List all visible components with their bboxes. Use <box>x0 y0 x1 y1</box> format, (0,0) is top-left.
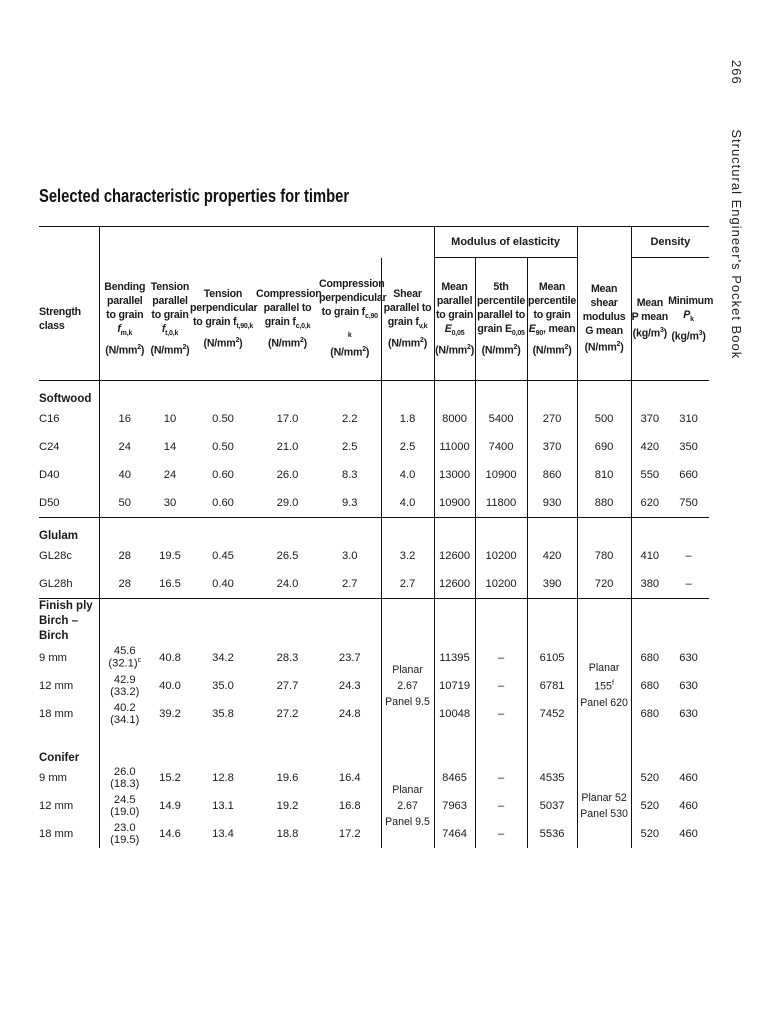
table-cell: 420 <box>527 542 577 570</box>
table-cell: 14 <box>163 440 177 453</box>
row-label: 18 mm <box>39 827 74 840</box>
table-cell: 4535 <box>527 764 577 792</box>
table-cell: 860 <box>527 461 577 489</box>
table-cell: 24 <box>163 468 177 481</box>
table-cell: 6781 <box>527 672 577 700</box>
table-cell: 630 <box>679 679 698 692</box>
conifer-gmean-note: Planar 52 Panel 530 <box>577 764 631 848</box>
table-cell: 310 <box>679 412 698 425</box>
table-cell: 750 <box>668 489 709 518</box>
table-cell: 28 <box>99 542 150 570</box>
modulus-group-header: Modulus of elasticity <box>434 227 577 258</box>
table-cell: 3.2 <box>381 542 434 570</box>
header-tension-parallel: Tension parallel to grain $f_{t,0,k}$ $(N/mm^2)$ <box>150 258 190 381</box>
table-cell: 29.0 <box>256 489 319 518</box>
birch-gmean-note: Planar 155$^f$ Panel 620 <box>577 644 631 728</box>
header-spacer <box>577 227 631 258</box>
table-cell: 270 <box>527 405 577 433</box>
header-mean-parallel: Mean parallel to grain $E_{0,05}$ $(N/mm^2)$ <box>434 258 475 381</box>
row-label: C16 <box>39 412 60 425</box>
table-cell: 630 <box>679 651 698 664</box>
table-cell: 10900 <box>434 489 475 518</box>
table-cell: 39.2 <box>159 707 181 720</box>
table-cell: 11000 <box>434 433 475 461</box>
header-bending: Bending parallel to grain $f_{m,k}$ $(N/mm^2)$ <box>99 258 150 381</box>
table-cell: 460 <box>679 827 698 840</box>
group-label-conifer: Conifer <box>39 751 80 764</box>
header-spacer <box>39 227 99 258</box>
table-cell: 13.1 <box>212 799 234 812</box>
table-cell: 660 <box>679 468 698 481</box>
table-cell: 35.8 <box>212 707 234 720</box>
row-label: 12 mm <box>39 799 74 812</box>
page-title: Selected characteristic properties for timber <box>39 186 350 206</box>
table-cell: 2.7 <box>381 570 434 599</box>
table-cell: 40.8 <box>159 651 181 664</box>
table-row <box>39 644 709 672</box>
table-cell: 50 <box>99 489 150 518</box>
table-cell: 13.4 <box>212 827 234 840</box>
table-cell: 2.2 <box>341 412 358 425</box>
table-cell: 10 <box>163 412 177 425</box>
table-cell: 40.0 <box>159 679 181 692</box>
table-cell: 10200 <box>475 570 527 599</box>
softwood-section <box>39 380 709 517</box>
table-cell: 520 <box>631 764 668 792</box>
density-group-header: Density <box>631 227 709 258</box>
table-cell: 0.50 <box>212 440 234 453</box>
table-cell: 680 <box>631 700 668 728</box>
table-cell: 0.60 <box>190 489 256 518</box>
table-cell: 1.8 <box>381 405 434 433</box>
table-cell: 19.2 <box>276 799 299 812</box>
table-cell: 4.0 <box>381 461 434 489</box>
table-cell: – <box>475 820 527 848</box>
header-mean-shear-modulus: Mean shear modulus G mean $(N/mm^2)$ <box>577 258 631 381</box>
header-minimum-density: Minimum $P_k$ $(kg/m^3)$ <box>668 258 709 381</box>
table-cell: – <box>475 672 527 700</box>
table-cell: 10900 <box>475 461 527 489</box>
table-cell: 0.50 <box>212 412 234 425</box>
table-row <box>39 570 709 599</box>
table-cell: 4.0 <box>381 489 434 518</box>
table-cell: 21.0 <box>276 440 299 453</box>
table-cell: 6105 <box>527 644 577 672</box>
table-cell: 10719 <box>434 672 475 700</box>
page-number: 266 <box>729 60 744 85</box>
table-cell: 11800 <box>475 489 527 518</box>
table-cell: 2.5 <box>381 433 434 461</box>
row-label: 9 mm <box>39 771 67 784</box>
table-cell: 18.8 <box>276 827 299 840</box>
table-cell: 26.0 (18.3) <box>99 764 150 792</box>
table-cell: 350 <box>679 440 698 453</box>
header-tension-perpendicular: Tension perpendicular to grain $f_{t,90,k}$ $(N/mm^2)$ <box>190 258 256 381</box>
table-cell: 2.7 <box>319 570 381 599</box>
table-cell: 24.3 <box>338 679 361 692</box>
table-cell: 0.45 <box>212 549 234 562</box>
table-cell: 680 <box>631 672 668 700</box>
table-cell: 500 <box>577 405 631 433</box>
row-label: GL28h <box>39 570 99 599</box>
table-row <box>39 461 709 489</box>
table-row <box>39 489 709 518</box>
table-cell: 720 <box>577 570 631 599</box>
table-cell: 12.8 <box>212 771 234 784</box>
table-cell: 40 <box>99 461 150 489</box>
table-cell: 7400 <box>475 433 527 461</box>
table-cell: 16.4 <box>338 771 361 784</box>
row-label: D50 <box>39 489 99 518</box>
header-strength-class: Strength class <box>39 258 99 381</box>
group-label-glulam: Glulam <box>39 529 78 542</box>
table-cell: 8.3 <box>341 468 358 481</box>
table-cell: 10048 <box>434 700 475 728</box>
table-cell: 12600 <box>434 570 475 599</box>
table-cell: 17.0 <box>276 412 299 425</box>
table-cell: 8465 <box>434 764 475 792</box>
table-cell: 410 <box>631 542 668 570</box>
table-cell: 460 <box>679 799 698 812</box>
header-mean-density: Mean P mean $(kg/m^3)$ <box>631 258 668 381</box>
row-label: GL28c <box>39 549 72 562</box>
table-cell: 520 <box>631 820 668 848</box>
table-cell: 11395 <box>434 644 475 672</box>
table-cell: 620 <box>631 489 668 518</box>
table-cell: 16.5 <box>150 570 190 599</box>
table-cell: 0.60 <box>212 468 234 481</box>
table-cell: 5037 <box>527 792 577 820</box>
group-label-softwood: Softwood <box>39 392 92 405</box>
table-cell: – <box>685 549 692 562</box>
table-cell: 5400 <box>475 405 527 433</box>
table-cell: 550 <box>631 461 668 489</box>
table-cell: 16 <box>99 405 150 433</box>
table-cell: 13000 <box>434 461 475 489</box>
row-label: 12 mm <box>39 679 74 692</box>
table-cell: 30 <box>150 489 190 518</box>
table-cell: – <box>475 764 527 792</box>
table-cell: 24.8 <box>338 707 361 720</box>
table-cell: 45.6 $(32.1)^c$ <box>99 644 150 672</box>
table-cell: – <box>668 570 709 599</box>
table-cell: 35.0 <box>212 679 234 692</box>
table-cell: 16.8 <box>338 799 361 812</box>
table-row <box>39 433 709 461</box>
table-cell: 780 <box>577 542 631 570</box>
table-cell: 34.2 <box>212 651 234 664</box>
timber-properties-table <box>39 226 714 848</box>
table-cell: 27.7 <box>276 679 299 692</box>
table-cell: 5536 <box>527 820 577 848</box>
table-cell: 26.5 <box>276 549 299 562</box>
table-cell: 390 <box>527 570 577 599</box>
table-cell: 24.5 (19.0) <box>99 792 150 820</box>
table-cell: 10200 <box>475 542 527 570</box>
table-cell: – <box>475 700 527 728</box>
birch-shear-note: Planar 2.67 Panel 9.5 <box>381 644 434 728</box>
table-cell: 680 <box>631 644 668 672</box>
table-cell: 17.2 <box>338 827 361 840</box>
table-cell: 3.0 <box>341 549 358 562</box>
table-cell: 630 <box>679 707 698 720</box>
table-row <box>39 764 709 792</box>
table-cell: 0.40 <box>190 570 256 599</box>
table-row <box>39 405 709 433</box>
table-cell: 420 <box>631 433 668 461</box>
header-compression-parallel: Compression parallel to grain $f_{c,0,k}$ $(N/mm^2)$ <box>256 258 319 381</box>
table-cell: 370 <box>631 405 668 433</box>
glulam-section <box>39 517 709 598</box>
table-cell: – <box>475 792 527 820</box>
header-spacer <box>99 227 434 258</box>
table-cell: 23.7 <box>338 651 361 664</box>
birch-rows <box>39 644 709 728</box>
table-cell: 42.9 (33.2) <box>99 672 150 700</box>
table-cell: 380 <box>631 570 668 599</box>
book-title: Structural Engineer's Pocket Book <box>729 129 744 360</box>
table-cell: 520 <box>631 792 668 820</box>
table-cell: 28.3 <box>276 651 299 664</box>
table-cell: 7464 <box>434 820 475 848</box>
table-cell: 460 <box>679 771 698 784</box>
table-row <box>39 542 709 570</box>
table-cell: 24.0 <box>256 570 319 599</box>
table-cell: 26.0 <box>276 468 299 481</box>
table-cell: 12600 <box>434 542 475 570</box>
conifer-rows <box>39 764 709 848</box>
table-cell: 27.2 <box>276 707 299 720</box>
table-cell: 7452 <box>527 700 577 728</box>
table-cell: 28 <box>99 570 150 599</box>
table-cell: 7963 <box>434 792 475 820</box>
header-shear: Shear parallel to grain $f_{v,k}$ $(N/mm^2)$ <box>381 258 434 381</box>
row-label: 9 mm <box>39 651 67 664</box>
header-mean-percentile: Mean percentile to grain $E_{90}$, mean $(N/mm^2)$ <box>527 258 577 381</box>
header-fifth-percentile: 5th percentile parallel to grain $E_{0,05}$ $(N/mm^2)$ <box>475 258 527 381</box>
finish-ply-section <box>39 598 709 644</box>
table-cell: 370 <box>527 433 577 461</box>
table-cell: 690 <box>577 433 631 461</box>
table-cell: 930 <box>527 489 577 518</box>
table-cell: 14.9 <box>159 799 181 812</box>
table-cell: 19.5 <box>159 549 181 562</box>
table-cell: 8000 <box>434 405 475 433</box>
group-label-finish-ply: Finish ply Birch – Birch <box>39 599 93 642</box>
row-label: D40 <box>39 468 60 481</box>
table-cell: 2.5 <box>341 440 358 453</box>
conifer-section <box>39 728 709 764</box>
header-compression-perpendicular: Compression perpendicular to grain $f_{c,90 k}$ $(N/mm^2)$ <box>319 258 381 381</box>
table-cell: 23.0 (19.5) <box>99 820 150 848</box>
table-cell: 15.2 <box>159 771 181 784</box>
row-label: 18 mm <box>39 707 74 720</box>
table-cell: 40.2 (34.1) <box>99 700 150 728</box>
table-cell: 880 <box>577 489 631 518</box>
table-cell: 24 <box>99 433 150 461</box>
table-cell: 19.6 <box>276 771 299 784</box>
table-cell: – <box>475 644 527 672</box>
table-cell: 810 <box>577 461 631 489</box>
table-cell: 9.3 <box>319 489 381 518</box>
table-cell: 14.6 <box>159 827 181 840</box>
conifer-shear-note: Planar 2.67 Panel 9.5 <box>381 764 434 848</box>
row-label: C24 <box>39 440 60 453</box>
